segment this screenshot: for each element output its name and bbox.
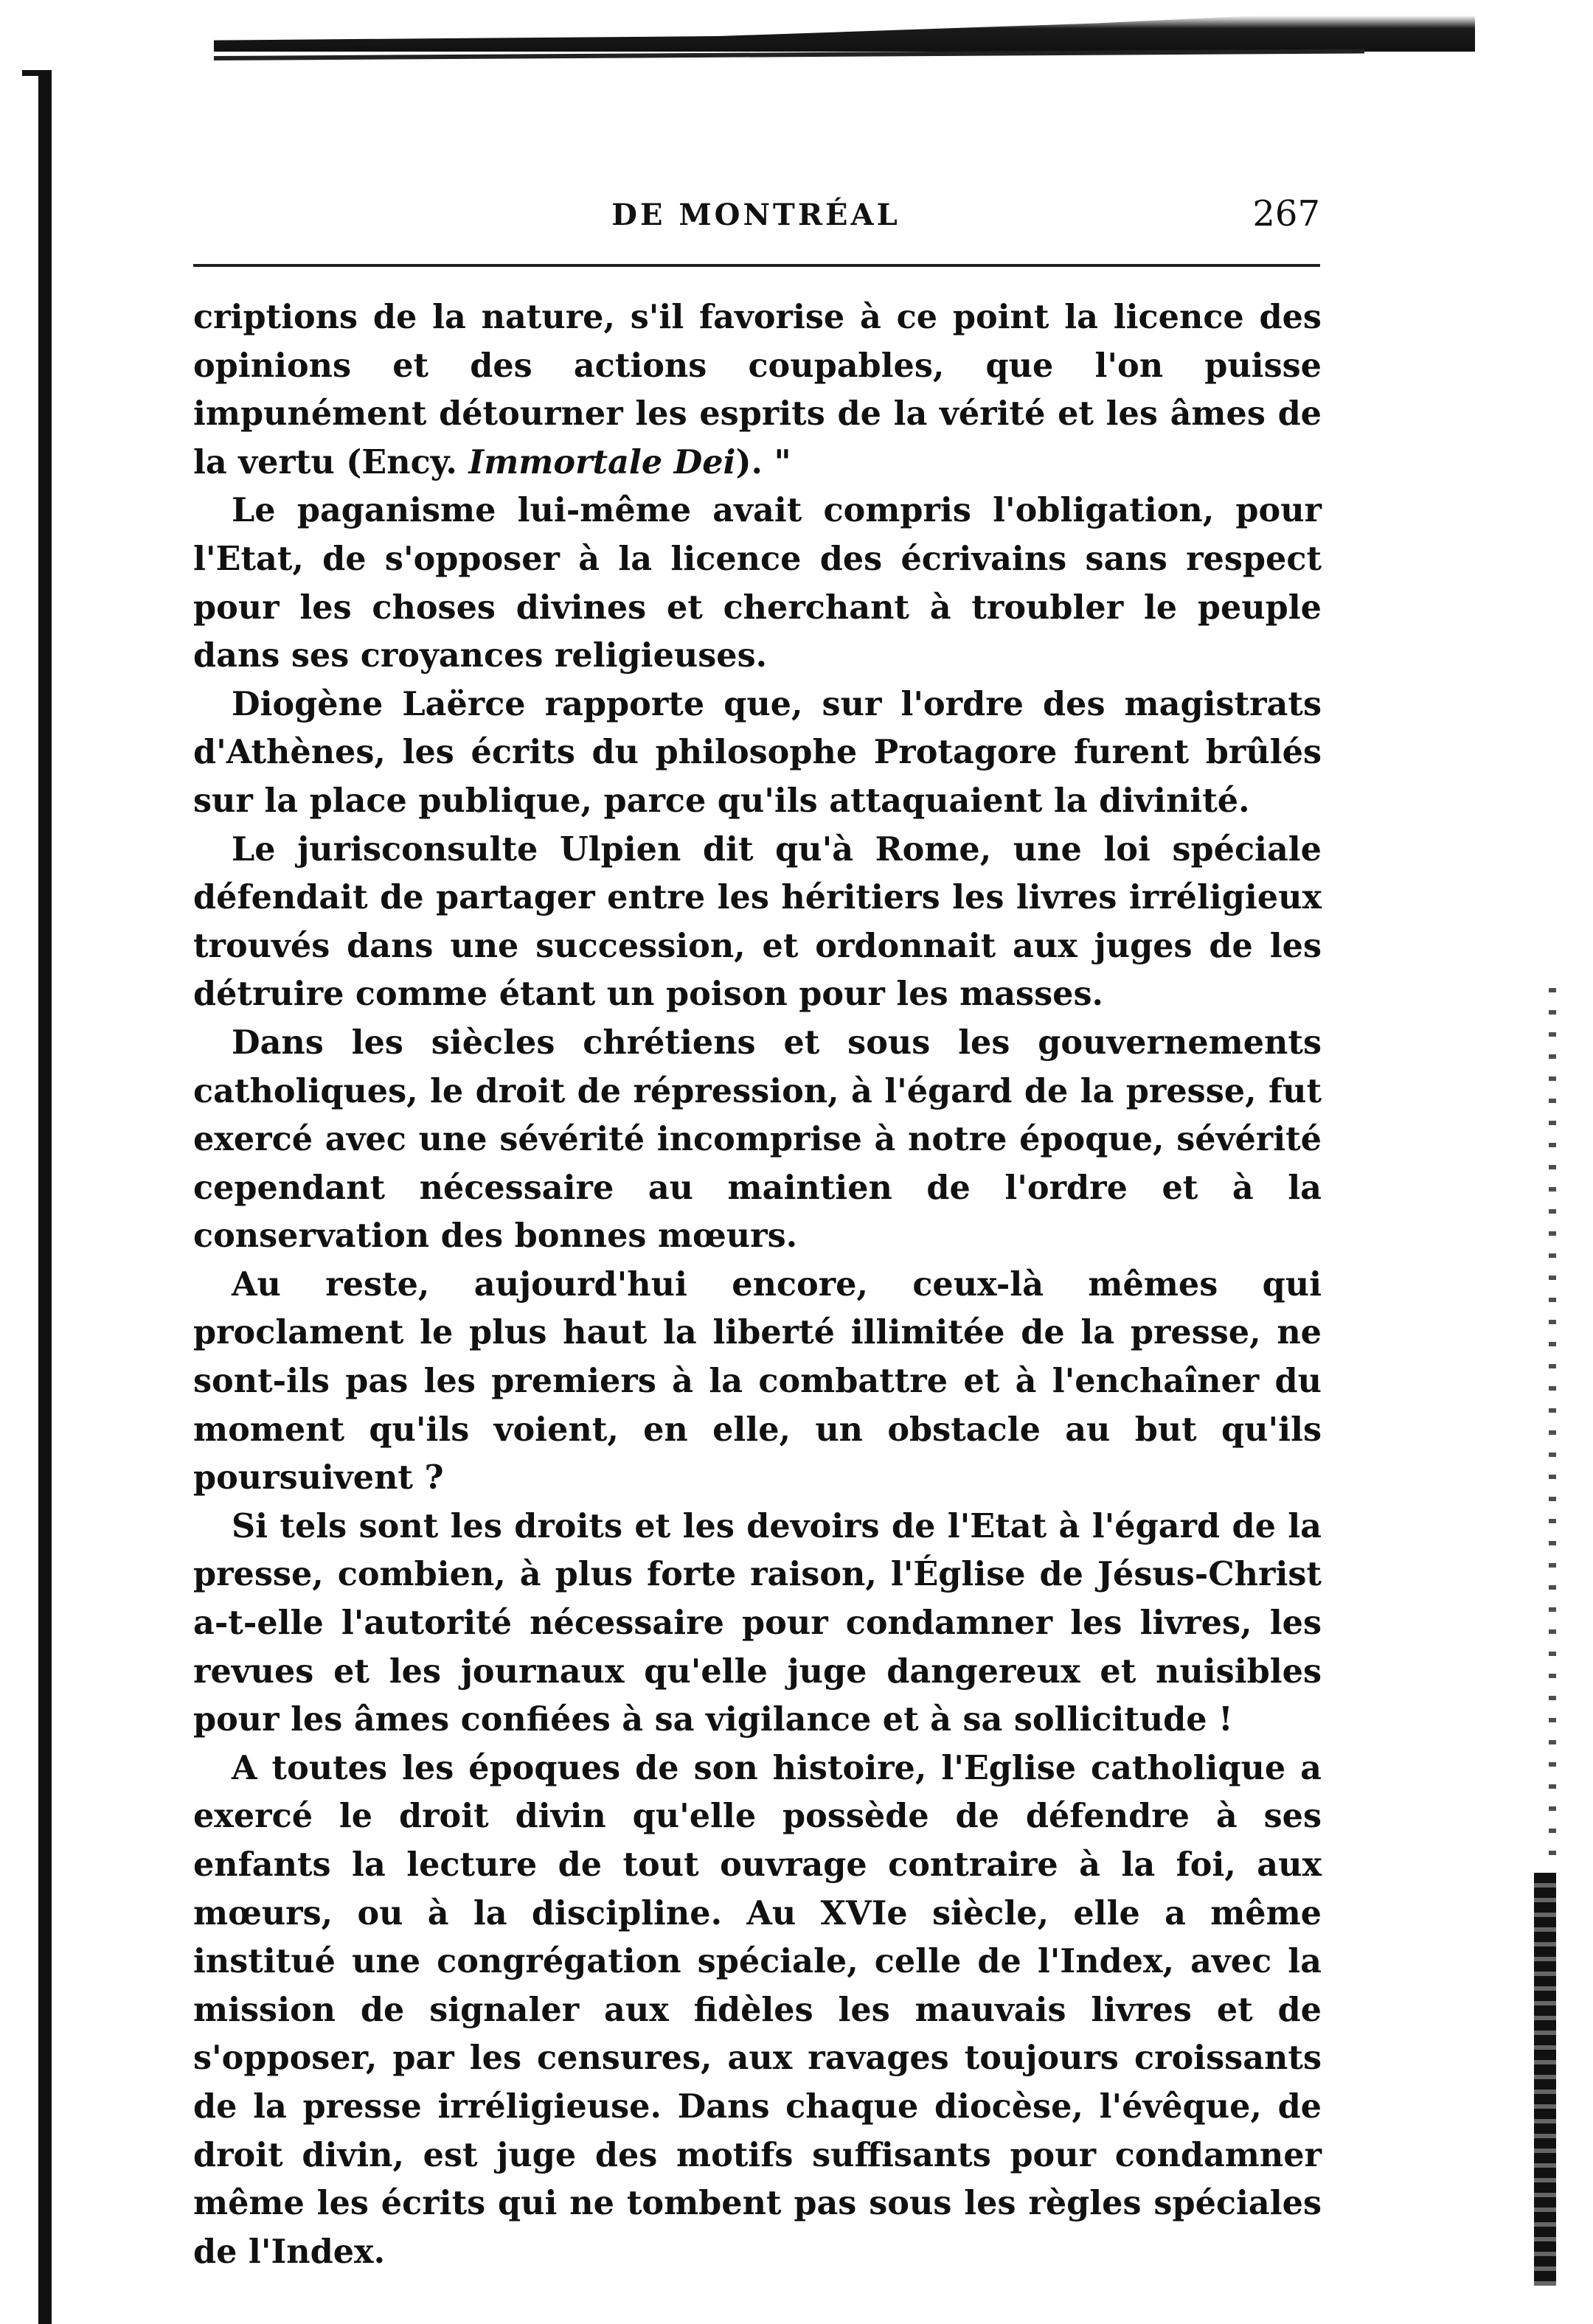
paragraph: Le jurisconsulte Ulpien dit qu'à Rome, une loi spéciale défendait de partager entre les héritiers les livres irréligieux trouvés dans une succession, et ordonnait aux juges de les détruire comme étant un poison pour les masses. [193,829,1322,1014]
scan-right-edge-block [1534,1873,1556,2286]
paragraph: Au reste, aujourd'hui encore, ceux-là mêmes qui proclament le plus haut la liberté illimitée de la presse, ne sont-ils pas les premiers à la combattre et à l'enchaîner du moment qu'ils voient, en elle, un obstacle au but qu'ils poursuivent ? [193,1264,1322,1497]
paragraph: Diogène Laërce rapporte que, sur l'ordre des magistrats d'Athènes, les écrits du philosophe Protagore furent brûlés sur la place publique, parce qu'ils attaquaient la divinité. [193,684,1322,820]
running-header [192,193,1320,245]
italic-citation: Immortale Dei [468,442,736,481]
body-text [193,293,1322,2276]
header-rule [193,264,1320,267]
page-number: 267 [1252,193,1320,234]
paragraph-text: criptions de la nature, s'il favorise à ce point la licence des opinions et des actions coupables, que l'on puisse impunément détourner les esprits de la vérité et les âmes de la vertu (Ency. [193,298,1322,481]
scan-top-edge [214,0,1475,52]
paragraph: Dans les siècles chrétiens et sous les gouvernements catholiques, le droit de répression, à l'égard de la presse, fut exercé avec une sévérité incomprise à notre époque, sévérité cependant nécessaire au maintien de l'ordre et à la conservation des bonnes mœurs. [193,1023,1322,1256]
paragraph: Le paganisme lui-même avait compris l'obligation, pour l'Etat, de s'opposer à la licence des écrivains sans respect pour les choses divines et cherchant à troubler le peuple dans ses croyances religieuses. [193,491,1322,675]
paragraph: Si tels sont les droits et les devoirs de l'Etat à l'égard de la presse, combien, à plus forte raison, l'Église de Jésus-Christ a-t-elle l'autorité nécessaire pour condamner les livres, les revues et les journaux qu'elle juge dangereux et nuisibles pour les âmes confiées à sa vigilance et à sa sollicitude ! [193,1506,1322,1739]
scan-left-edge [38,70,52,2324]
paragraph-tail: ). " [735,442,791,481]
paragraph: A toutes les époques de son histoire, l'Eglise catholique a exercé le droit divin qu'elle possède de défendre à ses enfants la lecture de tout ouvrage contraire à la foi, aux mœurs, ou à la discipline. Au XVIe siècle, elle a même institué une congrégation spéciale, celle de l'Index, avec la mission de signaler aux fidèles les mauvais livres et de s'opposer, par les censures, aux ravages toujours croissants de la presse irréligieuse. Dans chaque diocèse, l'évêque, de droit divin, est juge des motifs suffisants pour condamner même les écrits qui ne tombent pas sous les règles spéciales de l'Index. [193,1748,1322,2271]
paragraph-continuation [193,293,1322,487]
running-title: DE MONTRÉAL [611,198,900,232]
